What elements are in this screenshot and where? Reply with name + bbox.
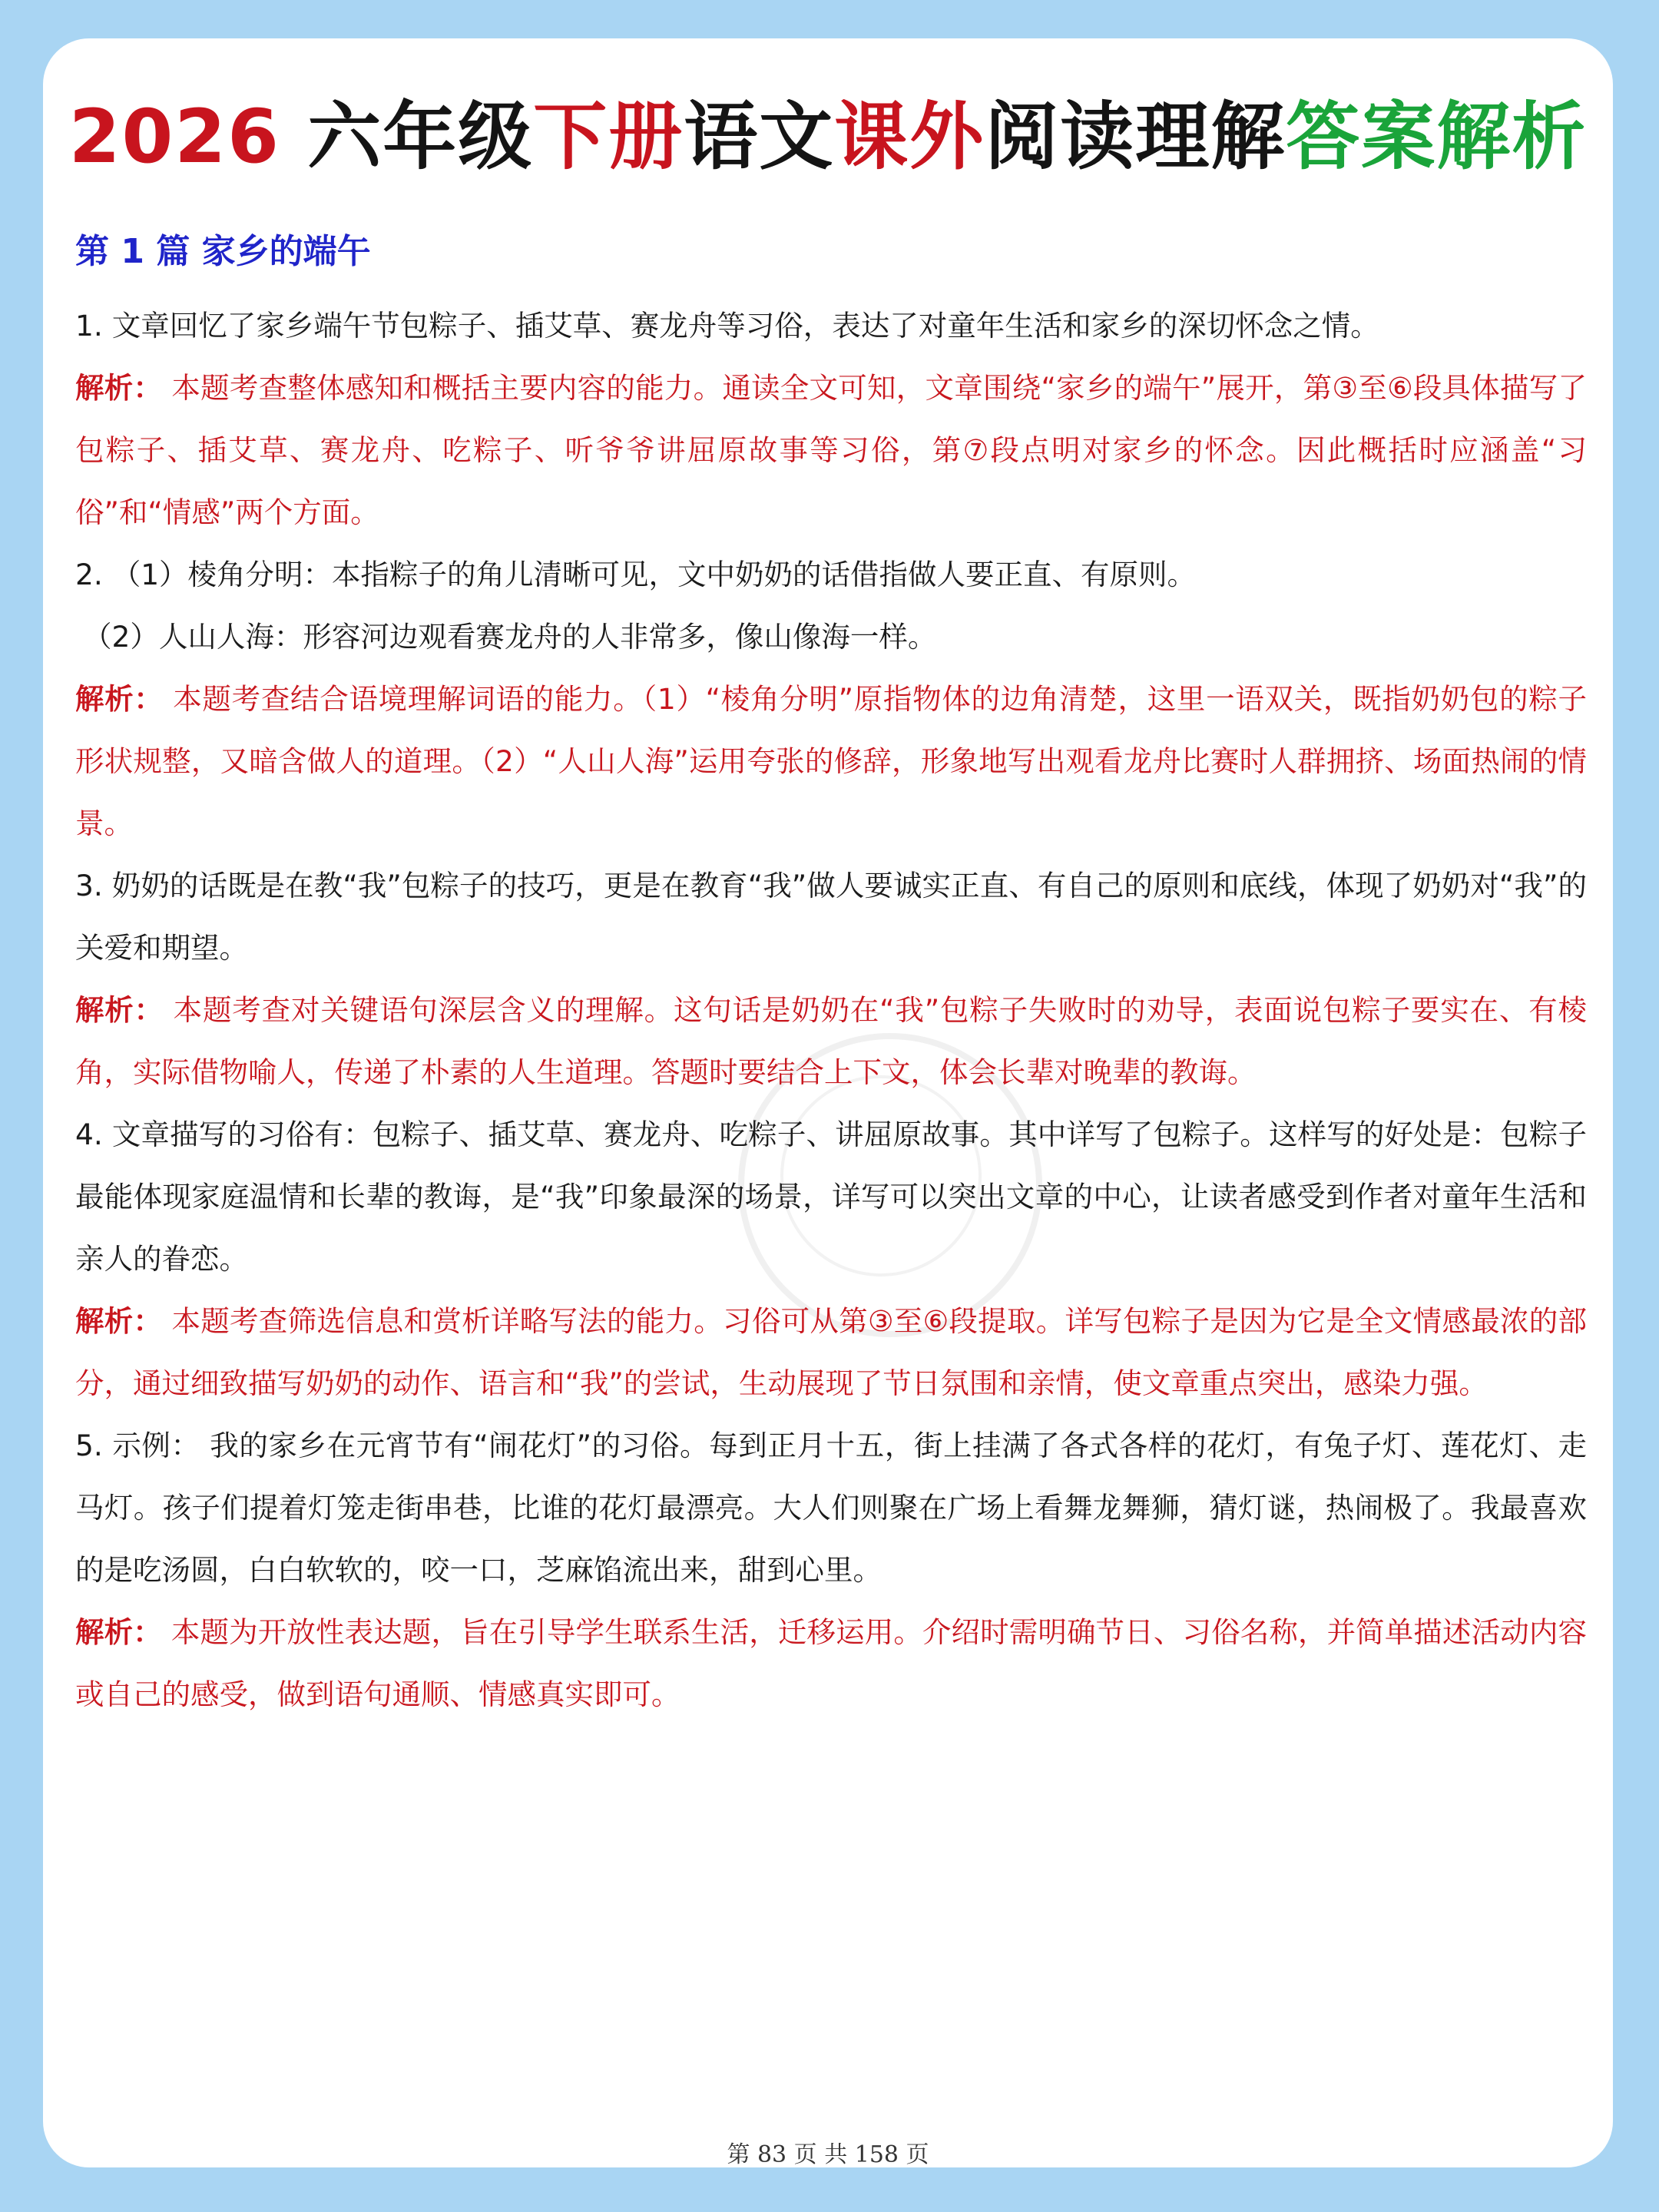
q5-analysis	[75, 1601, 1587, 1726]
title-extracurricular: 课外	[834, 94, 985, 180]
page-number: 第 83 页 共 158 页	[727, 2141, 929, 2167]
q4-analysis	[75, 1290, 1587, 1415]
analysis-label: 解析：	[75, 1615, 162, 1649]
q1-analysis	[75, 357, 1587, 544]
section-heading: 第 1 篇 家乡的端午	[75, 232, 371, 271]
q2-analysis	[75, 668, 1587, 855]
q4-answer: 4. 文章描写的习俗有：包粽子、插艾草、赛龙舟、吃粽子、讲屈原故事。其中详写了包粽子。这样写的好处是：包粽子最能体现家庭温情和长辈的教诲，是“我”印象最深的场景，详写可以突出文章的中心，让读者感受到作者对童年生活和亲人的眷恋。	[75, 1118, 1587, 1276]
page-card	[43, 38, 1613, 2167]
title-reading: 阅读理解	[985, 94, 1286, 180]
q3-analysis	[75, 979, 1587, 1104]
analysis-text: 本题考查筛选信息和赏析详略写法的能力。习俗可从第③至⑥段提取。详写包粽子是因为它是全文情感最浓的部分，通过细致描写奶奶的动作、语言和“我”的尝试，生动展现了节日氛围和亲情，使文章重点突出，感染力强。	[75, 1304, 1588, 1400]
analysis-label: 解析：	[75, 993, 164, 1027]
title-volume: 下册	[533, 94, 684, 180]
analysis-label: 解析：	[75, 1304, 163, 1338]
content-body	[75, 220, 1587, 1726]
analysis-text: 本题考查对关键语句深层含义的理解。这句话是奶奶在“我”包粽子失败时的劝导，表面说包粽子要实在、有棱角，实际借物喻人，传递了朴素的人生道理。答题时要结合上下文，体会长辈对晚辈的教诲。	[75, 993, 1587, 1089]
q5-prefix: 5. 示例：	[75, 1429, 200, 1462]
analysis-text: 本题考查结合语境理解词语的能力。（1）“棱角分明”原指物体的边角清楚，这里一语双关，既指奶奶包的粽子形状规整，又暗含做人的道理。（2）“人山人海”运用夸张的修辞，形象地写出观看龙舟比赛时人群拥挤、场面热闹的情景。	[75, 682, 1587, 840]
analysis-text: 本题为开放性表达题，旨在引导学生联系生活，迁移运用。介绍时需明确节日、习俗名称，并简单描述活动内容或自己的感受，做到语句通顺、情感真实即可。	[75, 1615, 1588, 1711]
q5-answer	[75, 1415, 1587, 1601]
q1-answer: 1. 文章回忆了家乡端午节包粽子、插艾草、赛龙舟等习俗，表达了对童年生活和家乡的深切怀念之情。	[75, 309, 1379, 343]
title-grade: 六年级	[307, 94, 534, 180]
q3-answer: 3. 奶奶的话既是在教“我”包粽子的技巧，更是在教育“我”做人要诚实正直、有自己的原则和底线，体现了奶奶对“我”的关爱和期望。	[75, 869, 1587, 965]
q5-text: 我的家乡在元宵节有“闹花灯”的习俗。每到正月十五，街上挂满了各式各样的花灯，有兔子灯、莲花灯、走马灯。孩子们提着灯笼走街串巷，比谁的花灯最漂亮。大人们则聚在广场上看舞龙舞狮，猜灯谜，热闹极了。我最喜欢的是吃汤圆，白白软软的，咬一口，芝麻馅流出来，甜到心里。	[75, 1429, 1587, 1587]
q2-answer-1: 2. （1）棱角分明：本指粽子的角儿清晰可见，文中奶奶的话借指做人要正直、有原则。	[75, 558, 1197, 591]
analysis-label: 解析：	[75, 371, 163, 405]
analysis-label: 解析：	[75, 682, 164, 716]
title-answers: 答案解析	[1286, 94, 1588, 180]
q2-answer-2: （2）人山人海：形容河边观看赛龙舟的人非常多，像山像海一样。	[83, 620, 937, 654]
title-year: 2026	[68, 94, 308, 180]
title-subject: 语文	[684, 94, 835, 180]
page-title	[43, 91, 1613, 183]
analysis-text: 本题考查整体感知和概括主要内容的能力。通读全文可知，文章围绕“家乡的端午”展开，第③至⑥段具体描写了包粽子、插艾草、赛龙舟、吃粽子、听爷爷讲屈原故事等习俗，第⑦段点明对家乡的怀念。因此概括时应涵盖“习俗”和“情感”两个方面。	[75, 371, 1588, 529]
